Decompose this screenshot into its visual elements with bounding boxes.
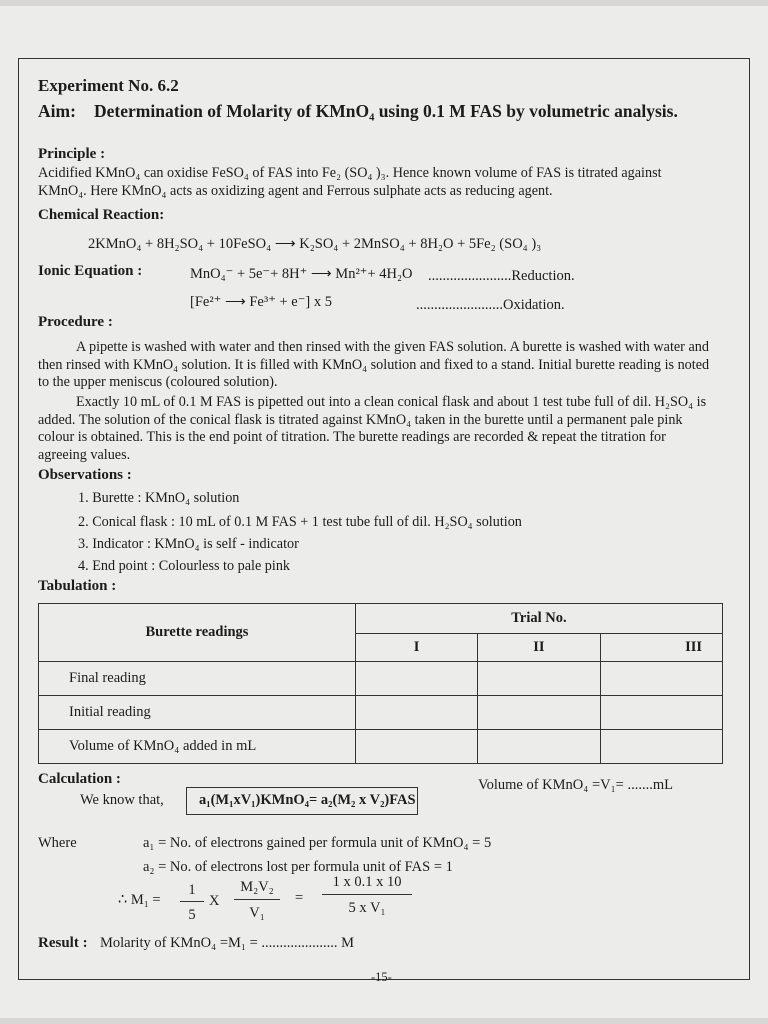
- a1-definition: a₁ = No. of electrons gained per formula unit of KMnO₄ = 5: [143, 835, 492, 851]
- result-label: Result :: [38, 935, 88, 951]
- principle-heading: Principle :: [38, 146, 106, 162]
- reduction-label: .......................Reduction.: [428, 268, 575, 284]
- fraction-1-numerator: 1: [188, 882, 196, 898]
- table-cell: [600, 696, 722, 730]
- fraction-bar: [180, 901, 204, 902]
- ionic-equation-label: Ionic Equation :: [38, 263, 143, 279]
- principle-text: Acidified KMnO₄ can oxidise FeSO₄ of FAS into Fe₂ (SO₄ )₃. Hence known volume of FAS is titrated against KMnO₄. Here KMnO₄ acts as oxidizing agent and Ferrous sulphate acts as reducing agent.: [38, 165, 662, 199]
- table-cell: [478, 696, 600, 730]
- page-number: -15-: [371, 970, 392, 984]
- table-header-burette-readings: Burette readings: [39, 604, 356, 662]
- table-header-trial: II: [478, 634, 600, 662]
- procedure-paragraph-1: A pipette is washed with water and then rinsed with the given FAS solution. A burette is washed with water and then rinsed with KMnO₄ solution. It is filled with KMnO₄ solution and fixed to a stand. Initial burette reading is noted to the upper meniscus (coloured solution).: [38, 339, 710, 390]
- fraction-bar: [322, 894, 412, 895]
- volume-note: Volume of KMnO₄ =V₁= .......mL: [478, 777, 673, 793]
- burette-readings-table: [38, 603, 723, 764]
- fraction-2-denominator: V₁: [249, 905, 265, 921]
- experiment-number: Experiment No. 6.2: [38, 76, 179, 95]
- chemical-reaction-heading: Chemical Reaction:: [38, 207, 165, 223]
- fraction-3-denominator: 5 x V₁: [348, 900, 386, 916]
- observation-item: 1. Burette : KMnO₄ solution: [78, 490, 240, 506]
- fraction-bar: [234, 899, 280, 900]
- fraction-3-numerator: 1 x 0.1 x 10: [332, 874, 402, 890]
- aim-label: Aim:: [38, 101, 76, 121]
- table-header-trial-no: Trial No.: [355, 604, 722, 634]
- observations-heading: Observations :: [38, 467, 132, 483]
- table-row: [39, 662, 723, 696]
- fraction-1-denominator: 5: [188, 907, 196, 923]
- table-cell: [355, 730, 477, 764]
- aim-text: Determination of Molarity of KMnO₄ using 0.1 M FAS by volumetric analysis.: [94, 101, 678, 121]
- table-row: [39, 696, 723, 730]
- ionic-equation-reduction: MnO₄⁻ + 5e⁻+ 8H⁺ ⟶ Mn²⁺+ 4H₂O: [190, 266, 413, 282]
- procedure-paragraph-2: Exactly 10 mL of 0.1 M FAS is pipetted out into a clean conical flask and about 1 test tube full of dil. H₂SO₄ is added. The solution of the conical flask is titrated against KMnO₄ taken in the burette until a permanent pale pink colour is obtained. This is the end point of titration. The burette readings are recorded & repeat the titration for agreeing values.: [38, 394, 707, 463]
- procedure-heading: Procedure :: [38, 314, 113, 330]
- ionic-equation-oxidation: [Fe²⁺ ⟶ Fe³⁺ + e⁻] x 5: [190, 294, 332, 310]
- tabulation-heading: Tabulation :: [38, 578, 117, 594]
- a2-definition: a₂ = No. of electrons lost per formula unit of FAS = 1: [143, 859, 453, 875]
- where-label: Where: [38, 835, 77, 851]
- table-cell: [478, 730, 600, 764]
- fraction-2-numerator: M₂V₂: [240, 879, 274, 895]
- table-cell: [600, 730, 722, 764]
- table-cell: [478, 662, 600, 696]
- observation-item: 3. Indicator : KMnO₄ is self - indicator: [78, 536, 299, 552]
- times-sign: X: [209, 893, 220, 909]
- table-cell: [355, 696, 477, 730]
- table-header-trial: I: [355, 634, 477, 662]
- therefore-m1: ∴ M₁ =: [118, 892, 161, 908]
- table-row-label: Volume of KMnO₄ added in mL: [39, 730, 356, 764]
- table-row: [39, 730, 723, 764]
- equals-sign: =: [295, 890, 304, 906]
- we-know-that: We know that,: [80, 792, 164, 808]
- molarity-formula-box: a₁(M₁xV₁)KMnO₄= a₂(M₂ x V₂)FAS: [186, 787, 418, 815]
- table-header-trial: III: [600, 634, 722, 662]
- observation-item: 4. End point : Colourless to pale pink: [78, 558, 291, 574]
- result-text: Molarity of KMnO₄ =M₁ = ..................... M: [100, 935, 355, 951]
- calculation-heading: Calculation :: [38, 771, 121, 787]
- table-cell: [355, 662, 477, 696]
- table-row-label: Initial reading: [39, 696, 356, 730]
- table-cell: [600, 662, 722, 696]
- table-row-label: Final reading: [39, 662, 356, 696]
- chemical-equation: 2KMnO₄ + 8H₂SO₄ + 10FeSO₄ ⟶ K₂SO₄ + 2MnSO₄ + 8H₂O + 5Fe₂ (SO₄ )₃: [88, 236, 542, 252]
- observation-item: 2. Conical flask : 10 mL of 0.1 M FAS + 1 test tube full of dil. H₂SO₄ solution: [78, 514, 522, 530]
- oxidation-label: ........................Oxidation.: [416, 297, 565, 313]
